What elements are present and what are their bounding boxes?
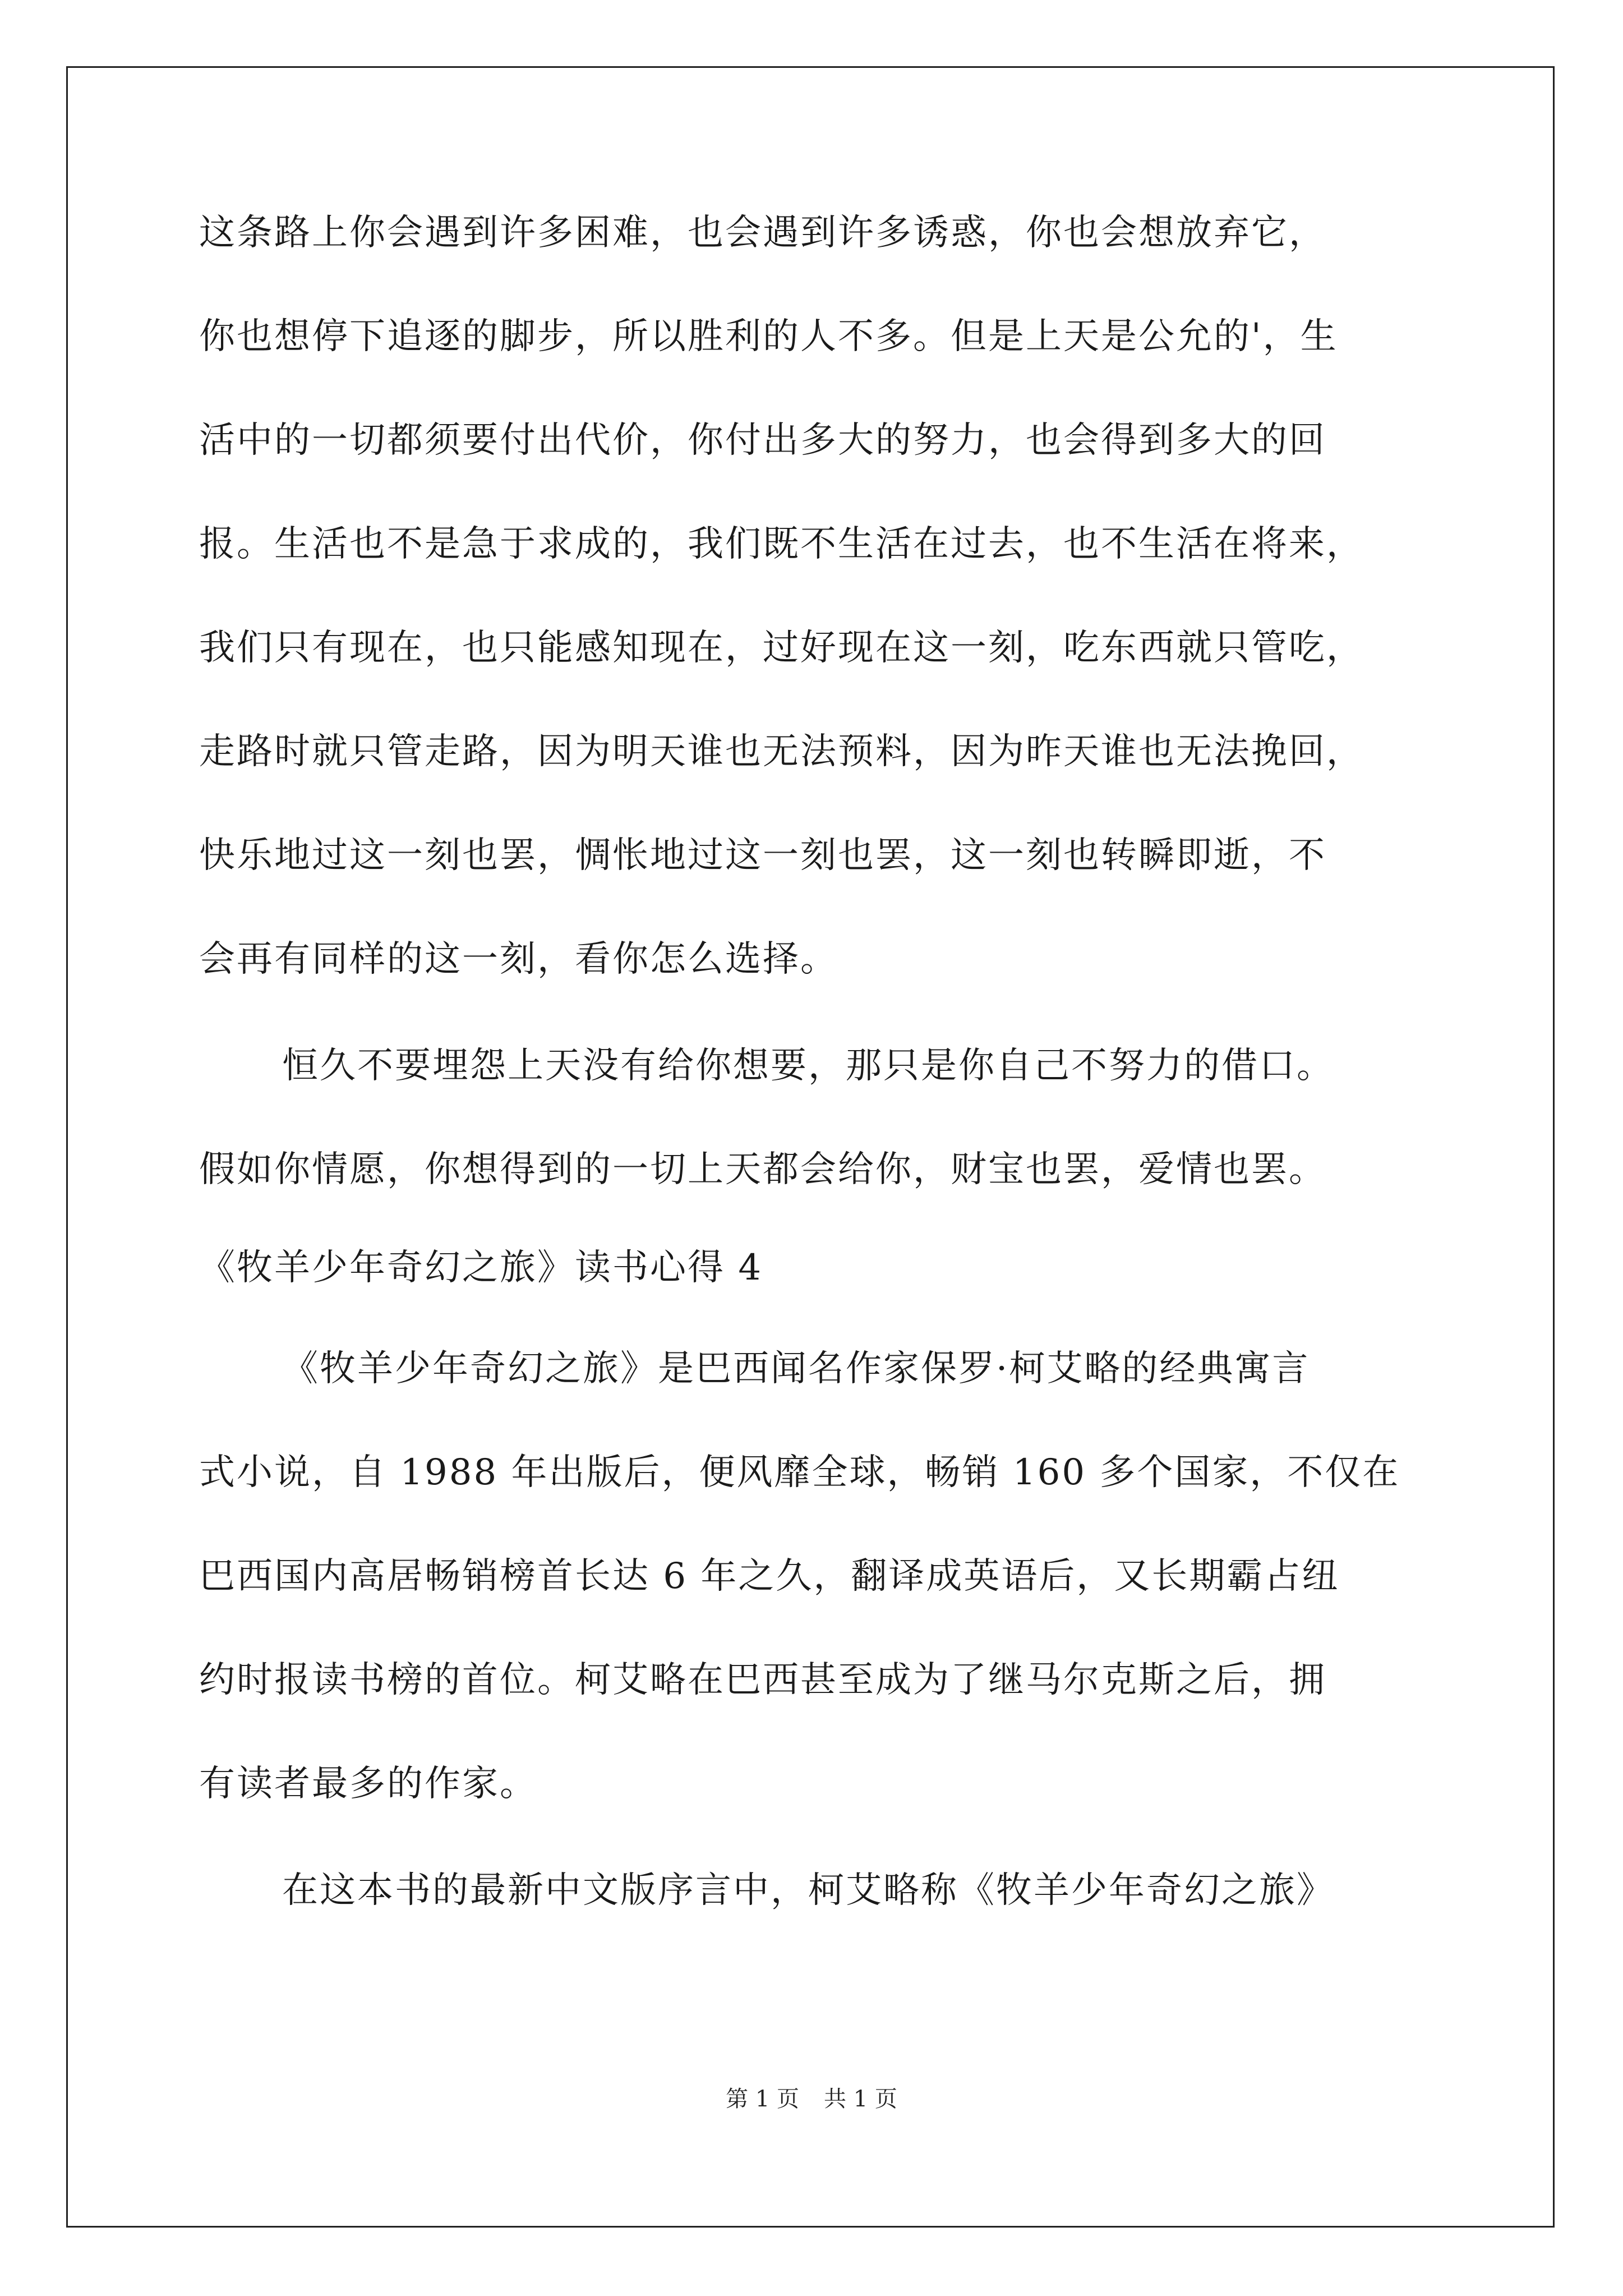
text-line: 会再有同样的这一刻，看你怎么选择。: [199, 938, 838, 980]
text-line: 走路时就只管走路，因为明天谁也无法预料，因为昨天谁也无法挽回，: [199, 731, 1364, 772]
text-line: 这条路上你会遇到许多困难，也会遇到许多诱惑，你也会想放弃它，: [199, 212, 1326, 254]
text-line: 报。生活也不是急于求成的，我们既不生活在过去，也不生活在将来，: [199, 523, 1364, 565]
text-line: 我们只有现在，也只能感知现在，过好现在这一刻，吃东西就只管吃，: [199, 627, 1364, 669]
text-line: 快乐地过这一刻也罢，惆怅地过这一刻也罢，这一刻也转瞬即逝，不: [199, 835, 1326, 876]
page-footer: [0, 2082, 1623, 2116]
section-heading: 《牧羊少年奇幻之旅》读书心得 4: [199, 1247, 763, 1289]
text-line: 假如你情愿，你想得到的一切上天都会给你，财宝也罢，爱情也罢。: [199, 1149, 1326, 1190]
text-line: 式小说，自 1988 年出版后，便风靡全球，畅销 160 多个国家，不仅在: [199, 1452, 1400, 1493]
text-line: 《牧羊少年奇幻之旅》是巴西闻名作家保罗·柯艾略的经典寓言: [282, 1348, 1310, 1389]
text-line: 在这本书的最新中文版序言中，柯艾略称《牧羊少年奇幻之旅》: [282, 1870, 1334, 1911]
text-line: 约时报读书榜的首位。柯艾略在巴西甚至成为了继马尔克斯之后，拥: [199, 1659, 1326, 1701]
text-line: 你也想停下追逐的脚步，所以胜利的人不多。但是上天是公允的'，生: [199, 316, 1338, 357]
text-line: 有读者最多的作家。: [199, 1763, 537, 1805]
page-number: 第 1 页: [726, 2086, 799, 2112]
text-line: 恒久不要埋怨上天没有给你想要，那只是你自己不努力的借口。: [282, 1045, 1334, 1087]
page-total: 共 1 页: [824, 2086, 897, 2112]
text-line: 活中的一切都须要付出代价，你付出多大的努力，也会得到多大的回: [199, 420, 1326, 461]
text-line: 巴西国内高居畅销榜首长达 6 年之久，翻译成英语后，又长期霸占纽: [199, 1556, 1340, 1597]
